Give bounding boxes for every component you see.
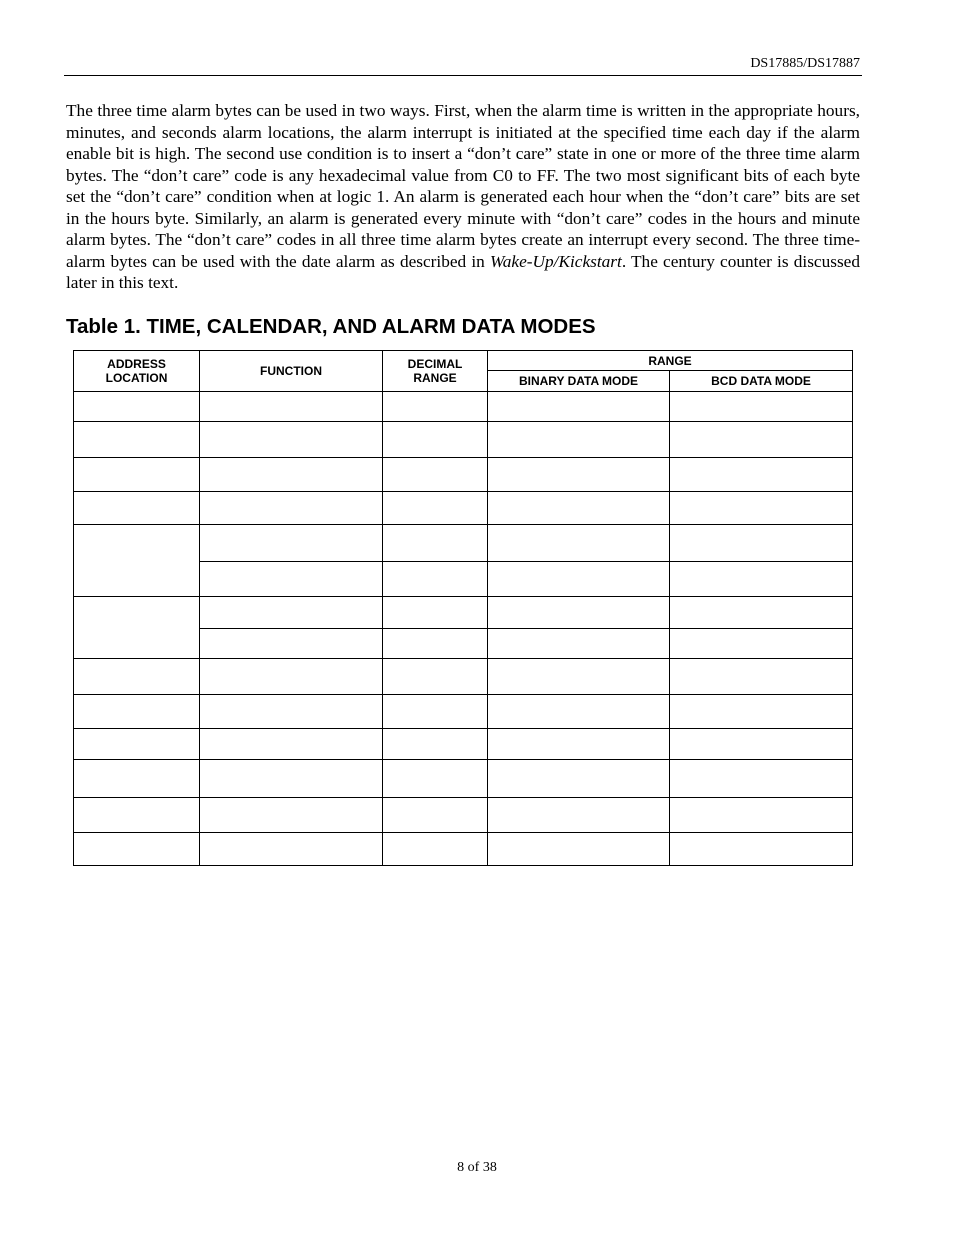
table-cell <box>488 562 670 597</box>
table-cell <box>670 629 853 659</box>
table-cell <box>670 798 853 833</box>
table-row <box>74 422 853 458</box>
table-cell <box>200 392 383 422</box>
table-cell <box>383 833 488 866</box>
table-cell <box>488 760 670 798</box>
table-cell <box>670 729 853 760</box>
table-cell <box>383 458 488 492</box>
table-cell <box>488 695 670 729</box>
table-cell <box>670 422 853 458</box>
table-row <box>74 833 853 866</box>
table-cell <box>383 629 488 659</box>
table-cell <box>383 695 488 729</box>
header-decimal-range: DECIMAL RANGE <box>383 351 488 392</box>
table-cell <box>670 562 853 597</box>
table-cell <box>74 833 200 866</box>
header-function: FUNCTION <box>200 351 383 392</box>
table-row <box>74 458 853 492</box>
table-cell <box>488 629 670 659</box>
table-title: Table 1. TIME, CALENDAR, AND ALARM DATA MODES <box>66 315 596 338</box>
table-cell <box>74 392 200 422</box>
table-cell <box>74 597 200 659</box>
data-modes-table <box>73 350 853 866</box>
body-paragraph <box>66 100 860 294</box>
table-cell <box>383 760 488 798</box>
table-cell <box>383 392 488 422</box>
table-cell <box>74 659 200 695</box>
table-row <box>74 597 853 629</box>
table-cell <box>670 695 853 729</box>
table-row <box>74 659 853 695</box>
table-cell <box>200 760 383 798</box>
table-row <box>74 695 853 729</box>
table-cell <box>488 597 670 629</box>
table-cell <box>488 392 670 422</box>
table-cell <box>488 458 670 492</box>
header-bcd-data-mode: BCD DATA MODE <box>670 371 853 392</box>
table-cell <box>74 492 200 525</box>
table-cell <box>74 729 200 760</box>
table-cell <box>383 597 488 629</box>
table-cell <box>670 525 853 562</box>
table-cell <box>200 629 383 659</box>
table-cell <box>670 492 853 525</box>
table-cell <box>488 422 670 458</box>
wake-up-kickstart-reference[interactable]: Wake-Up/Kickstart <box>489 251 622 271</box>
table-cell <box>488 729 670 760</box>
table-cell <box>383 798 488 833</box>
table-cell <box>488 659 670 695</box>
table-cell <box>74 695 200 729</box>
table-row <box>74 392 853 422</box>
table-cell <box>74 798 200 833</box>
table-cell <box>383 422 488 458</box>
table-cell <box>488 798 670 833</box>
table-cell <box>74 422 200 458</box>
table-cell <box>670 597 853 629</box>
header-binary-data-mode: BINARY DATA MODE <box>488 371 670 392</box>
table-body <box>74 392 853 866</box>
document-id: DS17885/DS17887 <box>750 56 860 71</box>
table-cell <box>670 392 853 422</box>
table-cell <box>383 525 488 562</box>
table-cell <box>74 458 200 492</box>
table-cell <box>670 760 853 798</box>
table-cell <box>383 729 488 760</box>
table-cell <box>200 833 383 866</box>
table-cell <box>488 492 670 525</box>
header-address-location: ADDRESS LOCATION <box>74 351 200 392</box>
table-row <box>74 798 853 833</box>
table-cell <box>200 659 383 695</box>
paragraph-text-part1: The three time alarm bytes can be used in two ways. First, when the alarm time is written in the appropriate hours, minutes, and seconds alarm locations, the alarm interrupt is initiated at the specified time each day if the alarm enable bit is high. The second use condition is to insert a “don’t care” state in one or more of the three time alarm bytes. The “don’t care” code is any hexadecimal value from C0 to FF. The two most significant bits of each byte set the “don’t care” condition when at logic 1. An alarm is generated each hour when the “don’t care” bits are set in the hours byte. Similarly, an alarm is generated every minute with “don’t care” codes in the hours and minute alarm bytes. The “don’t care” codes in all three time alarm bytes create an interrupt every second. The three time-alarm bytes can be used with the date alarm as described in <box>66 101 860 271</box>
table-cell <box>383 562 488 597</box>
table-cell <box>200 562 383 597</box>
table-row <box>74 760 853 798</box>
table-cell <box>200 798 383 833</box>
table-cell <box>200 695 383 729</box>
paragraph-text-part2: . The century counter is discussed later in this text. <box>66 251 860 292</box>
table-cell <box>200 525 383 562</box>
table-row <box>74 492 853 525</box>
table-cell <box>383 659 488 695</box>
header-rule <box>64 75 862 76</box>
table-cell <box>670 659 853 695</box>
table-row <box>74 729 853 760</box>
table-row <box>74 525 853 562</box>
table-cell <box>200 597 383 629</box>
table-cell <box>74 525 200 597</box>
table-cell <box>670 833 853 866</box>
table-cell <box>200 458 383 492</box>
table-cell <box>74 760 200 798</box>
table-cell <box>383 492 488 525</box>
table-cell <box>200 729 383 760</box>
header-range: RANGE <box>488 351 853 371</box>
table-cell <box>200 492 383 525</box>
table-cell <box>488 833 670 866</box>
table-cell <box>670 458 853 492</box>
table-cell <box>488 525 670 562</box>
page-number: 8 of 38 <box>457 1160 497 1175</box>
table-cell <box>200 422 383 458</box>
